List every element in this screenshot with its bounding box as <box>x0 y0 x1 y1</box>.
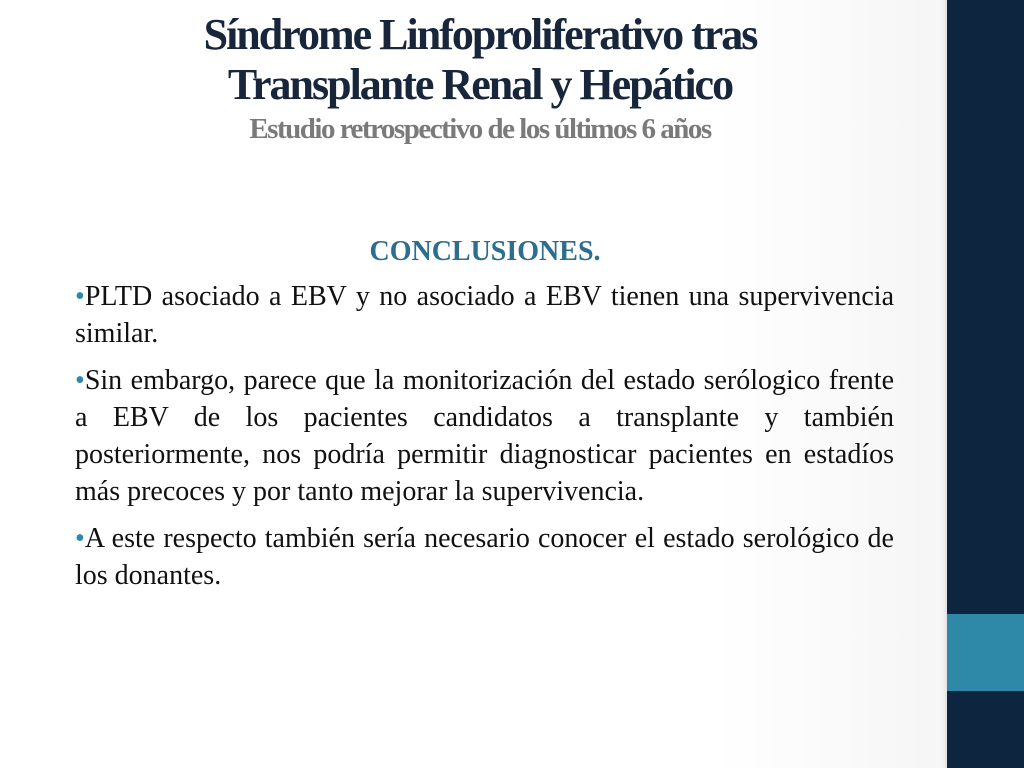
list-item <box>75 362 894 510</box>
section-heading: CONCLUSIONES. <box>369 236 601 267</box>
bullet-icon: • <box>75 365 85 396</box>
bullet-text: Sin embargo, parece que la monitorización del estado serólogico frente a EBV de los pacientes candidatos a transplante y también posteriormente, nos podría permitir diagnosticar pacientes en estadíos más precoces y por tanto mejorar la supervivencia. <box>75 365 894 507</box>
slide-title-line-2: Transplante Renal y Hepático <box>227 60 733 109</box>
bullet-icon: • <box>75 281 85 312</box>
list-item <box>75 278 894 352</box>
side-bar-accent <box>947 614 1024 691</box>
bullet-icon: • <box>75 523 85 554</box>
list-item <box>75 520 894 594</box>
bullet-text: PLTD asociado a EBV y no asociado a EBV tienen una supervivencia similar. <box>75 281 894 349</box>
slide-title-line-1: Síndrome Linfoproliferativo tras <box>203 10 757 59</box>
title-block <box>40 10 920 146</box>
conclusions-list <box>75 278 894 604</box>
bullet-text: A este respecto también sería necesario conocer el estado serológico de los donantes. <box>75 523 894 591</box>
slide-subtitle: Estudio retrospectivo de los últimos 6 años <box>249 113 711 145</box>
